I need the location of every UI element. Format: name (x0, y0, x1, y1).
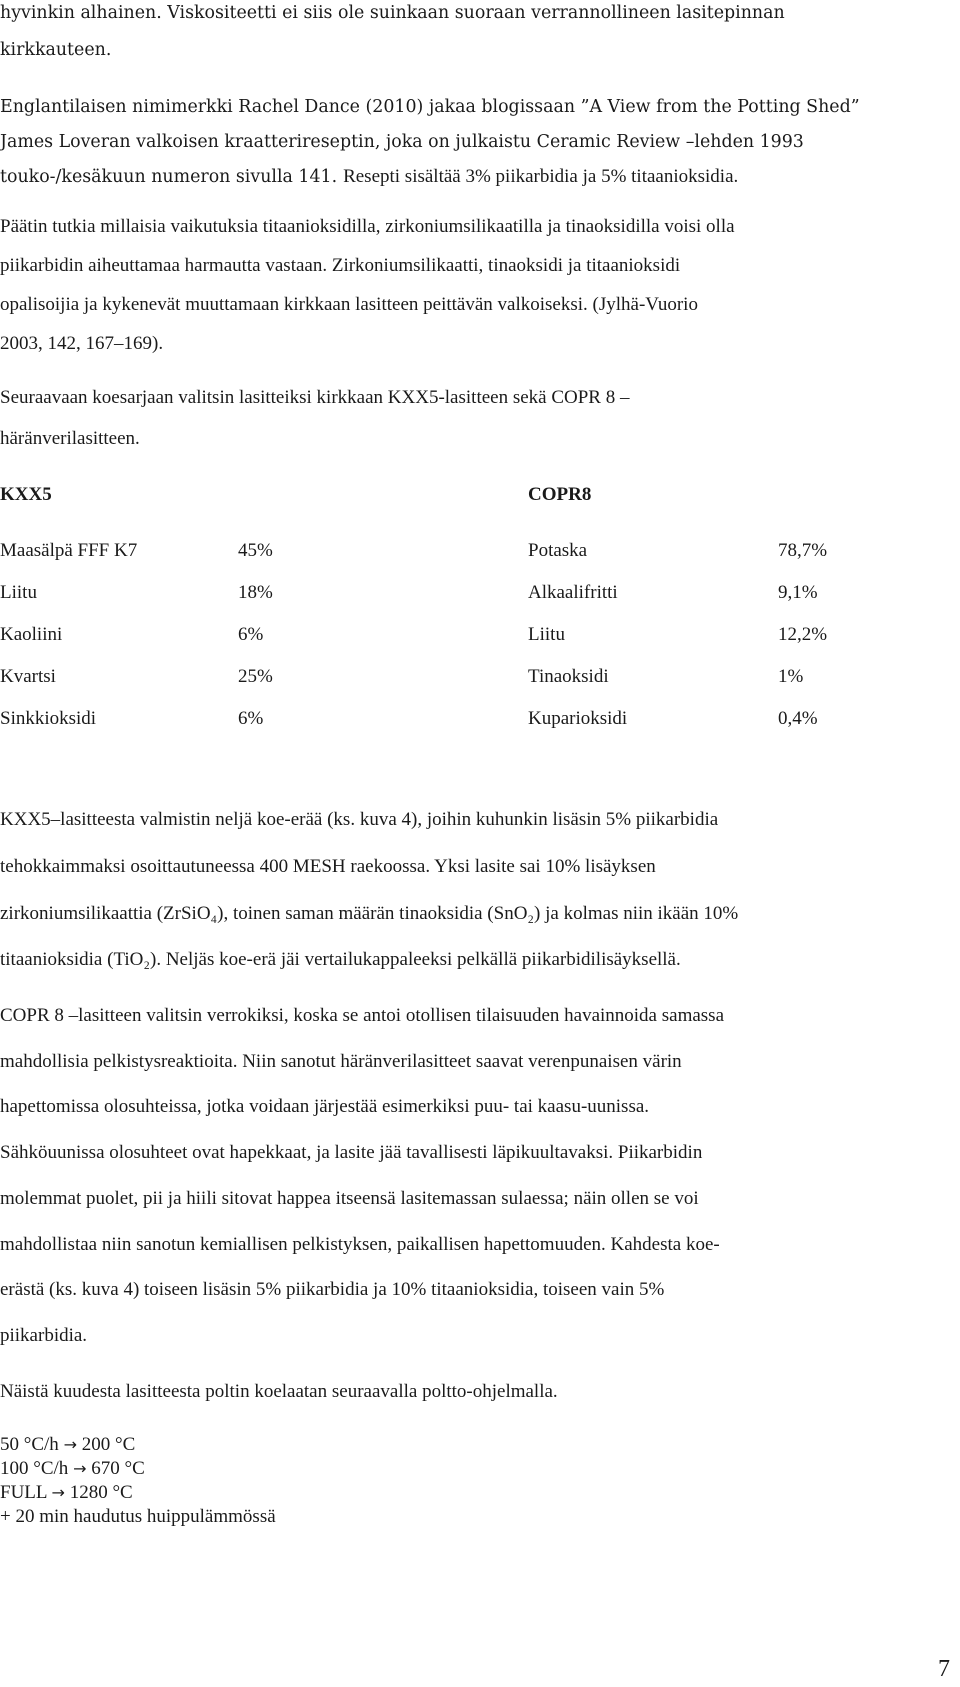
kxx5-amount: 45% (238, 540, 273, 561)
para2-line: opalisoijia ja kykenevät muuttamaan kirkkaan lasitteen peittävän valkoiseksi. (Jylhä-Vuorio (0, 294, 698, 315)
para2-line: Päätin tutkia millaisia vaikutuksia titaanioksidilla, zirkoniumsilikaatilla ja tinaoksidilla voisi olla (0, 216, 735, 237)
para5-line: piikarbidia. (0, 1325, 88, 1346)
copr8-ingredient: Potaska (528, 540, 588, 561)
para2-segment: touko-/kesäkuun numeron sivulla 141. (0, 167, 338, 187)
copr8-amount: 78,7% (778, 540, 828, 561)
copr8-amount: 12,2% (778, 624, 828, 645)
para5-line: Sähköuunissa olosuhteet ovat hapekkaat, ja lasite jää tavallisesti läpikuultavaksi. Piikarbidin (0, 1142, 703, 1163)
para4-line: tehokkaimmaksi osoittautuneessa 400 MESH raekoossa. Yksi lasite sai 10% lisäyksen (0, 856, 656, 877)
schedule-note: + 20 min haudutus huippulämmössä (0, 1506, 276, 1527)
schedule-rate: FULL (0, 1482, 47, 1503)
copr8-title: COPR8 (528, 484, 592, 505)
copr8-ingredient: Kuparioksidi (528, 708, 628, 729)
para5-line: hapettomissa olosuhteissa, jotka voidaan järjestää esimerkiksi puu- tai kaasu-uunissa. (0, 1096, 650, 1117)
para5-line: erästä (ks. kuva 4) toiseen lisäsin 5% piikarbidia ja 10% titaanioksidia, toiseen vain 5% (0, 1279, 665, 1300)
schedule-target: 670 °C (91, 1458, 145, 1479)
para5-line: mahdollistaa niin sanotun kemiallisen pelkistyksen, paikallisen hapettomuuden. Kahdesta koe- (0, 1234, 720, 1255)
copr8-ingredient: Tinaoksidi (528, 666, 609, 687)
schedule-step (0, 1433, 276, 1457)
arrow-right-icon: → (63, 1435, 77, 1454)
para6-line: Näistä kuudesta lasitteesta poltin koelaatan seuraavalla poltto-ohjelmalla. (0, 1381, 558, 1402)
schedule-step (0, 1481, 276, 1505)
kxx5-amount: 18% (238, 582, 273, 603)
kxx5-ingredient: Kvartsi (0, 666, 56, 687)
para5-line: molemmat puolet, pii ja hiili sitovat happea itseensä lasitemassan sulaessa; näin ollen se voi (0, 1188, 699, 1209)
arrow-right-icon: → (73, 1459, 87, 1478)
kxx5-amount: 6% (238, 624, 264, 645)
para1-line: kirkkauteen. (0, 40, 112, 60)
copr8-ingredient: Alkaalifritti (528, 582, 618, 603)
kxx5-amount: 6% (238, 708, 264, 729)
page-number: 7 (938, 1656, 950, 1682)
kxx5-ingredient: Maasälpä FFF K7 (0, 540, 138, 561)
para1-line: hyvinkin alhainen. Viskositeetti ei siis ole suinkaan suoraan verrannollineen lasitepinnan (0, 3, 785, 23)
copr8-amount: 1% (778, 666, 804, 687)
para4-line: zirkoniumsilikaattia (ZrSiO₄), toinen saman määrän tinaoksidia (SnO₂) ja kolmas niin ikään 10% (0, 903, 739, 924)
para4-line: titaanioksidia (TiO₂). Neljäs koe-erä jäi vertailukappaleeksi pelkällä piikarbidilisäyksellä. (0, 949, 681, 970)
copr8-amount: 0,4% (778, 708, 818, 729)
kxx5-ingredient: Liitu (0, 582, 37, 603)
schedule-target: 1280 °C (69, 1482, 133, 1503)
para2-line: Englantilaisen nimimerkki Rachel Dance (2010) jakaa blogissaan ”A View from the Potting Shed” (0, 97, 860, 117)
arrow-right-icon: → (51, 1483, 65, 1502)
para3-line: Seuraavaan koesarjaan valitsin lasitteiksi kirkkaan KXX5-lasitteen sekä COPR 8 – (0, 387, 630, 408)
para5-line: COPR 8 –lasitteen valitsin verrokiksi, koska se antoi otollisen tilaisuuden havainnoida samassa (0, 1005, 725, 1026)
para5-line: mahdollisia pelkistysreaktioita. Niin sanotut häränverilasitteet saavat verenpunaisen värin (0, 1051, 682, 1072)
copr8-amount: 9,1% (778, 582, 818, 603)
para2-line: James Loveran valkoisen kraatterireseptin, joka on julkaistu Ceramic Review –lehden 1993 (0, 132, 804, 152)
kxx5-ingredient: Kaoliini (0, 624, 63, 645)
para4-line: KXX5–lasitteesta valmistin neljä koe-erää (ks. kuva 4), joihin kuhunkin lisäsin 5% piikarbidia (0, 809, 719, 830)
para2-line (0, 166, 738, 188)
kxx5-ingredient: Sinkkioksidi (0, 708, 97, 729)
schedule-step (0, 1457, 276, 1481)
para2-line: piikarbidin aiheuttamaa harmautta vastaan. Zirkoniumsilikaatti, tinaoksidi ja titaanioksidi (0, 255, 681, 276)
kxx5-title: KXX5 (0, 484, 52, 505)
para2-line: 2003, 142, 167–169). (0, 333, 164, 354)
copr8-ingredient: Liitu (528, 624, 565, 645)
firing-schedule (0, 1433, 276, 1529)
schedule-target: 200 °C (81, 1434, 136, 1455)
schedule-rate: 50 °C/h (0, 1434, 59, 1455)
para2-segment: Resepti sisältää 3% piikarbidia ja 5% titaanioksidia. (343, 166, 739, 187)
kxx5-amount: 25% (238, 666, 273, 687)
schedule-rate: 100 °C/h (0, 1458, 69, 1479)
para3-line: häränverilasitteen. (0, 428, 140, 449)
